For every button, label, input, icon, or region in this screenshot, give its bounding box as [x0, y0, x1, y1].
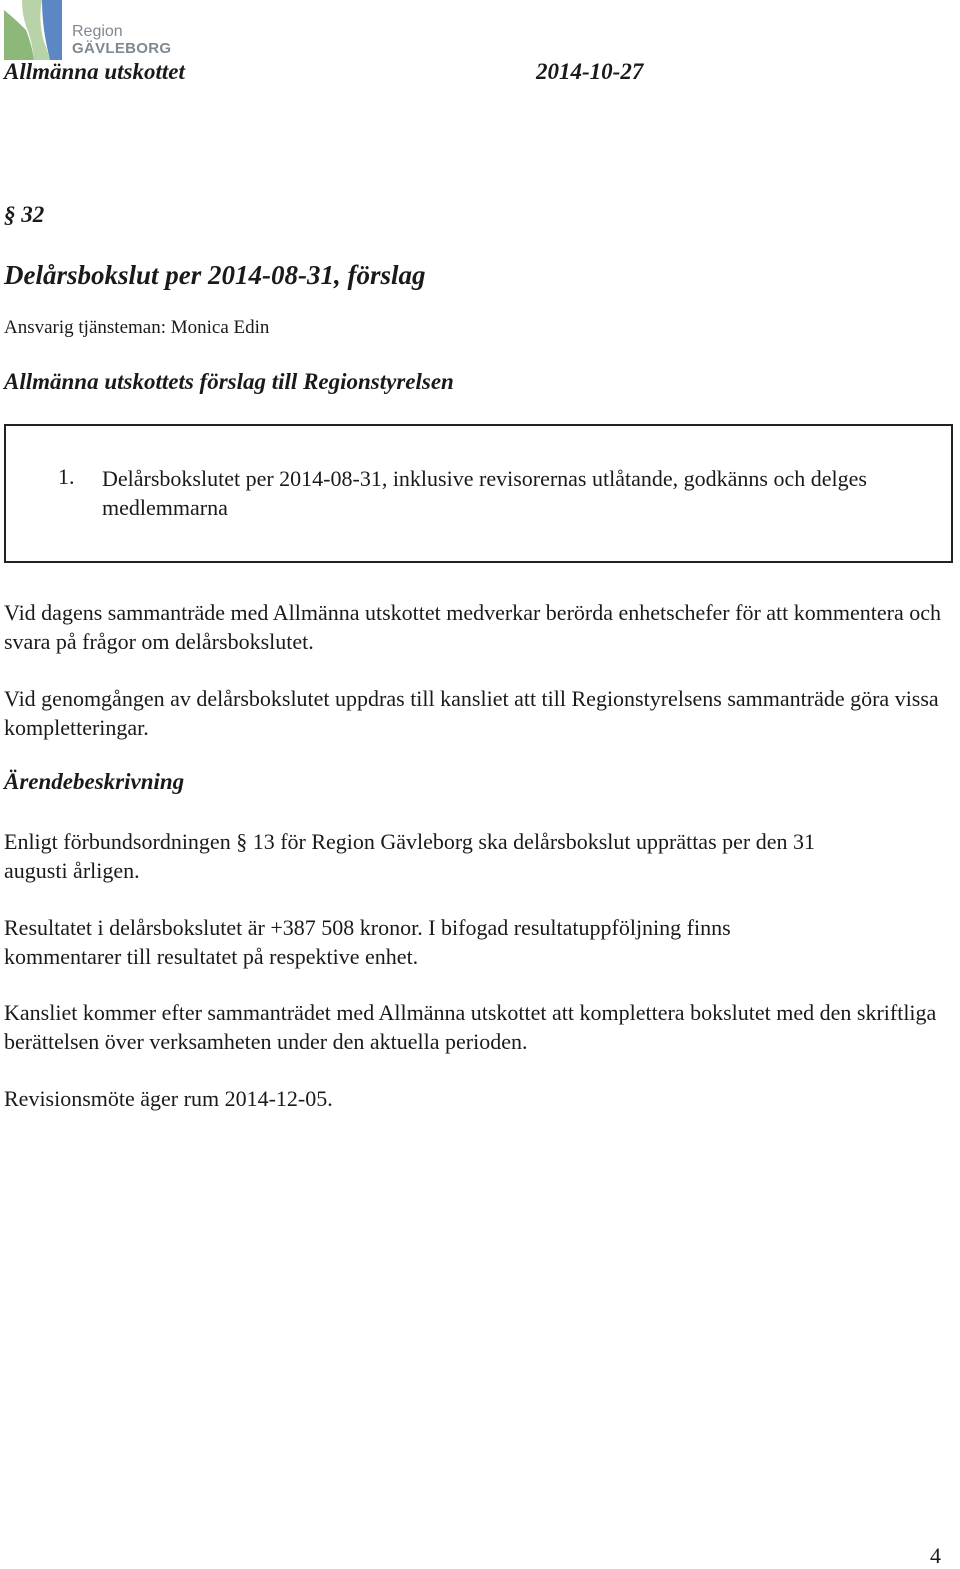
paragraph-result: Resultatet i delårsbokslutet är +387 508 kronor. I bifogad resultatuppföljning finns kommentarer till resultatet på respektive enhet. — [4, 915, 731, 969]
page-number: 4 — [930, 1543, 941, 1568]
logo-region-text: Region — [72, 23, 123, 40]
meeting-date: 2014-10-27 — [536, 59, 644, 84]
section-number: § 32 — [4, 202, 45, 227]
region-gavleborg-logo — [4, 0, 172, 62]
responsible-officer: Ansvarig tjänsteman: Monica Edin — [4, 317, 270, 338]
section-title: Delårsbokslut per 2014-08-31, förslag — [4, 260, 426, 290]
logo-mark-icon — [4, 0, 68, 60]
logo-gavleborg-text: GÄVLEBORG — [72, 40, 172, 57]
paragraph-audit-meeting: Revisionsmöte äger rum 2014-12-05. — [4, 1086, 333, 1111]
proposal-box — [4, 424, 953, 563]
committee-name: Allmänna utskottet — [4, 59, 185, 84]
paragraph-secretariat: Kansliet kommer efter sammanträdet med Allmänna utskottet att komplettera bokslutet med den skriftliga berättelsen över verksamheten under den aktuella perioden. — [4, 1000, 937, 1054]
paragraph-regulation: Enligt förbundsordningen § 13 för Region Gävleborg ska delårsbokslut upprättas per den 31 augusti årligen. — [4, 829, 815, 883]
case-description-heading: Ärendebeskrivning — [4, 769, 185, 794]
proposal-heading: Allmänna utskottets förslag till Regionstyrelsen — [4, 369, 454, 394]
paragraph-meeting-participants: Vid dagens sammanträde med Allmänna utskottet medverkar berörda enhetschefer för att kommentera och svara på frågor om delårsbokslutet. — [4, 600, 941, 654]
proposal-item-number: 1. — [58, 464, 75, 489]
paragraph-completion-assignment: Vid genomgången av delårsbokslutet uppdras till kansliet att till Regionstyrelsens sammanträde göra vissa kompletteringar. — [4, 686, 939, 740]
proposal-item-text: Delårsbokslutet per 2014-08-31, inklusive revisorernas utlåtande, godkänns och delges medlemmarna — [102, 466, 867, 520]
